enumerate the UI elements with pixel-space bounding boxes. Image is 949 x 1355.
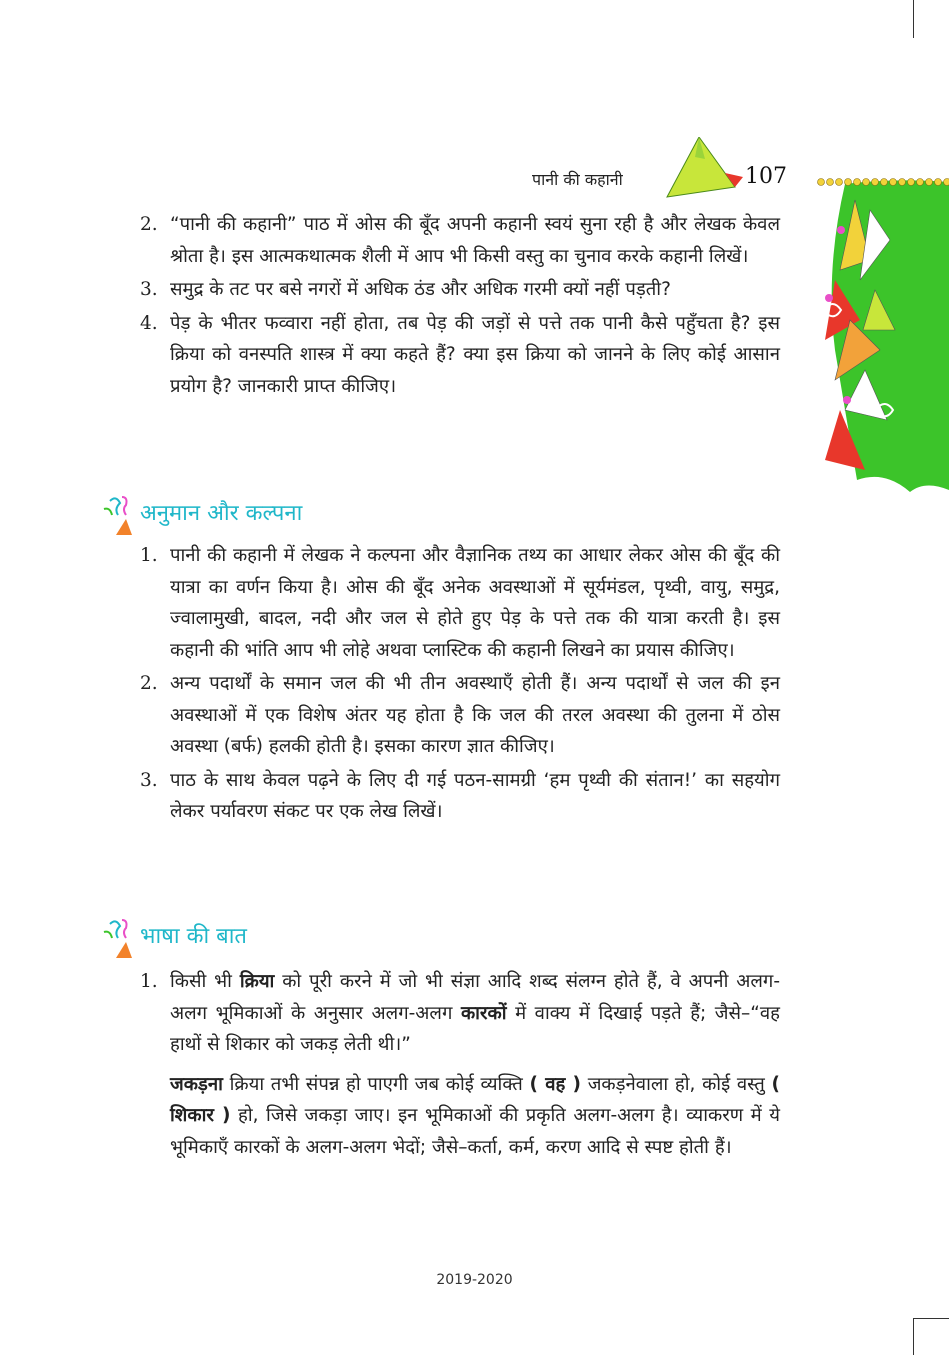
crop-mark [913, 1318, 914, 1355]
crop-mark [913, 0, 914, 38]
list-item: 1. पानी की कहानी में लेखक ने कल्पना और वैज्ञानिक तथ्य का आधार लेकर ओस की बूँद की यात्रा का वर्णन किया है। ओस की बूँद अनेक अवस्थाओं में सूर्यमंडल, पृथ्वी, वायु, समुद्र, ज्वालामुखी, बादल, नदी और जल से होते हुए पेड़ के पत्ते तक की यात्रा करती है। इस कहानी की भांति आप भी लोहे अथवा प्लास्टिक की कहानी लिखने का प्रयास कीजिए। [140, 545, 780, 661]
paragraph: जकड़ना क्रिया तभी संपन्न हो पाएगी जब कोई व्यक्ति ( वह ) जकड़नेवाला हो, कोई वस्तु ( शिकार ) हो, जिसे जकड़ा जाए। इन भूमिकाओं की प्रकृति अलग-अलग है। व्याकरण में ये भूमिकाएँ कारकों के अलग-अलग भेदों; जैसे–कर्ता, कर्म, करण आदि से स्पष्ट होती हैं। [170, 1073, 781, 1158]
green-border-decoration [815, 170, 949, 500]
footer-year: 2019-2020 [436, 1272, 513, 1288]
exercise-list-top [140, 209, 780, 404]
exercise-list-bhasha [140, 966, 780, 1165]
list-item: 3. पाठ के साथ केवल पढ़ने के लिए दी गई पठन-सामग्री ‘हम पृथ्वी की संतान!’ का सहयोग लेकर पर्यावरण संकट पर एक लेख लिखें। [140, 769, 780, 822]
crop-mark [913, 1318, 949, 1319]
list-item: 3. समुद्र के तट पर बसे नगरों में अधिक ठंड और अधिक गरमी क्यों नहीं पड़ती? [140, 279, 671, 300]
list-item: 1. किसी भी क्रिया को पूरी करने में जो भी संज्ञा आदि शब्द संलग्न होते हैं, वे अपनी अलग-अलग भूमिकाओं के अनुसार अलग-अलग कारकों में वाक्य में दिखाई पड़ते हैं; जैसे–“वह हाथों से शिकार को जकड़ लेती थी।” जकड़ना क्रिया तभी संपन्न हो पाएगी जब कोई व्यक्ति ( वह ) जकड़नेवाला हो, कोई वस्तु ( शिकार ) हो, जिसे जकड़ा जाए। इन भूमिकाओं की प्रकृति अलग-अलग है। व्याकरण में ये भूमिकाएँ कारकों के अलग-अलग भेदों; जैसे–कर्ता, कर्म, करण आदि से स्पष्ट होती हैं। [140, 966, 780, 1163]
running-title: पानी की कहानी [532, 170, 623, 189]
page-header [520, 162, 787, 202]
list-item: 4. पेड़ के भीतर फव्वारा नहीं होता, तब पेड़ की जड़ों से पत्ते तक पानी कैसे पहुँचता है? इस क्रिया को वनस्पति शास्त्र में क्या कहते हैं? क्या इस क्रिया को जानने के लिए कोई आसान प्रयोग है? जानकारी प्राप्त कीजिए। [140, 312, 780, 397]
list-item: 2. “पानी की कहानी” पाठ में ओस की बूँद अपनी कहानी स्वयं सुना रही है और लेखक केवल श्रोता है। इस आत्मकथात्मक शैली में आप भी किसी वस्तु का चुनाव करके कहानी लिखें। [140, 214, 780, 267]
page-number: 107 [745, 164, 787, 189]
quill-icon [102, 495, 136, 539]
quill-icon [102, 918, 136, 962]
exercise-list-anuman [140, 540, 780, 830]
list-item: 2. अन्य पदार्थों के समान जल की भी तीन अवस्थाएँ होती हैं। अन्य पदार्थों से जल की इन अवस्थाओं में एक विशेष अंतर यह होता है कि जल की तरल अवस्था की तुलना में ठोस अवस्था (बर्फ) हलकी होती है। इसका कारण ज्ञात कीजिए। [140, 673, 780, 757]
paragraph: किसी भी क्रिया को पूरी करने में जो भी संज्ञा आदि शब्द संलग्न होते हैं, वे अपनी अलग-अलग भूमिकाओं के अनुसार अलग-अलग कारकों में वाक्य में दिखाई पड़ते हैं; जैसे–“वह हाथों से शिकार को जकड़ लेती थी।” [170, 971, 780, 1055]
triangle-decoration-icon [665, 137, 745, 199]
